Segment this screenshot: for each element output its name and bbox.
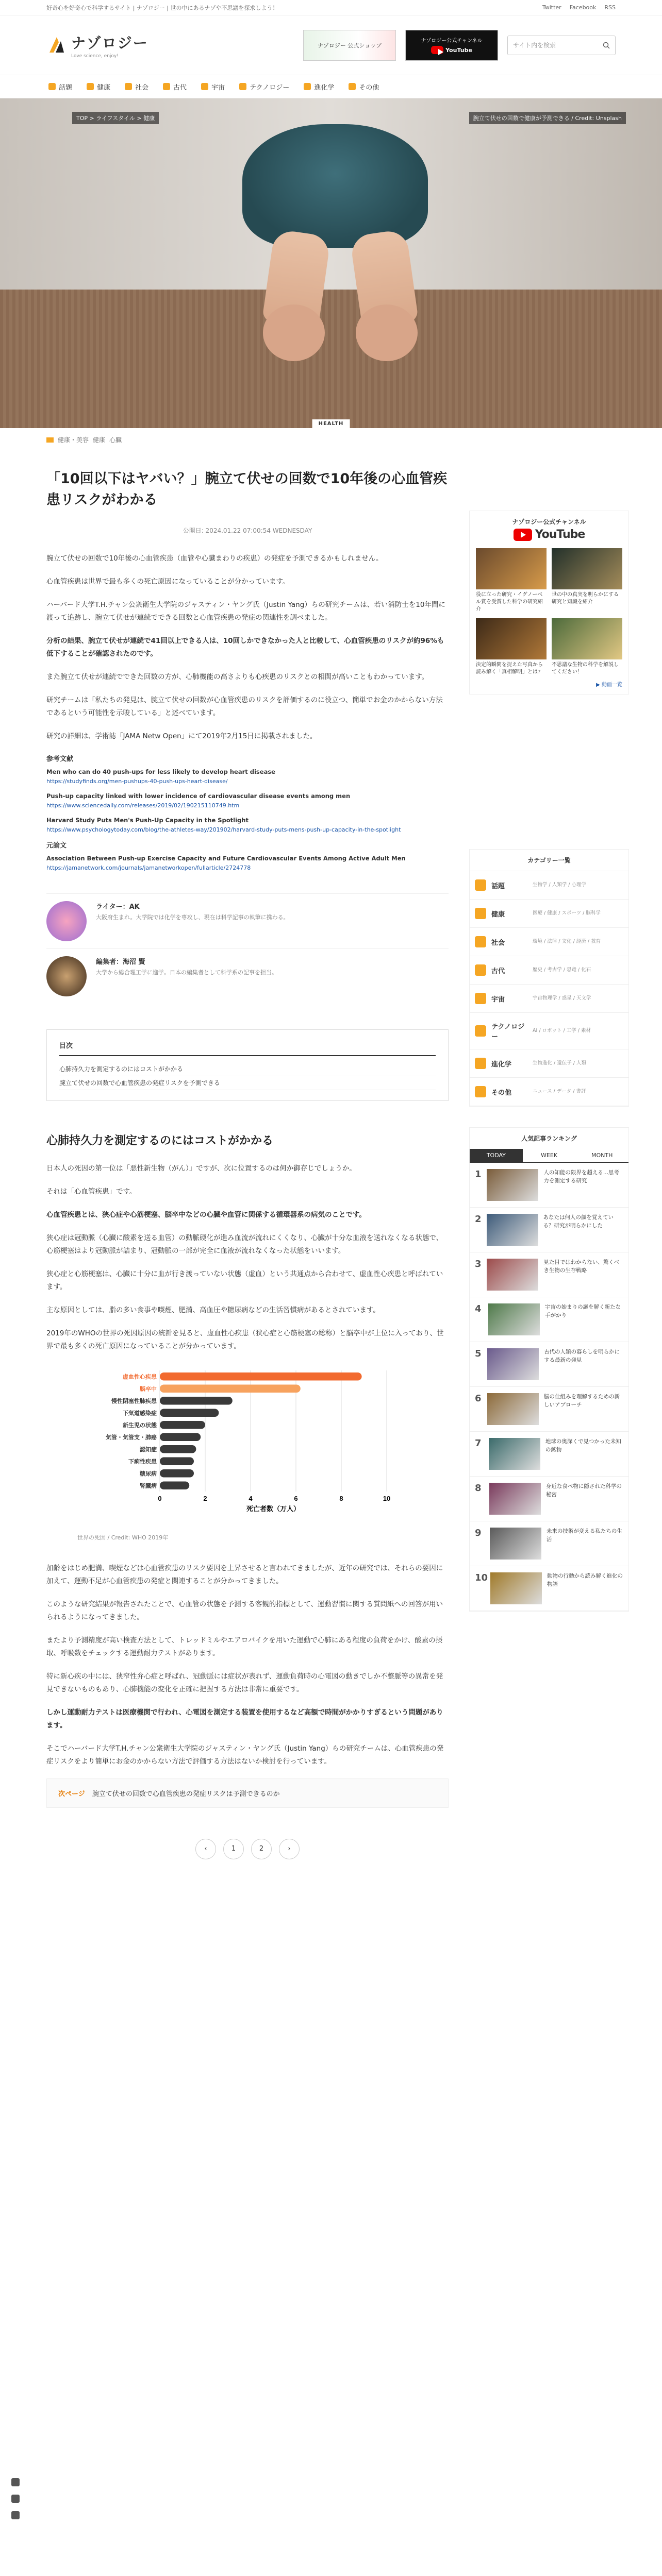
breadcrumb <box>46 428 449 451</box>
ranking-thumbnail <box>487 1259 538 1291</box>
chart-category-label: 認知症 <box>140 1446 157 1453</box>
author-name[interactable]: ライター：AK <box>96 903 140 911</box>
chart-bar <box>160 1421 205 1429</box>
ranking-title-text: 動物の行動から読み解く進化の物語 <box>547 1573 623 1587</box>
youtube-brand: YouTube <box>535 528 585 541</box>
hero-caption-right: 腕立て伏せの回数で健康が予測できる / Credit: Unsplash <box>469 112 626 124</box>
category-row[interactable] <box>470 985 628 1013</box>
category-name: 宇宙 <box>491 995 505 1004</box>
logo-subtitle: Love science, enjoy! <box>71 53 119 59</box>
ranking-thumbnail <box>488 1303 540 1335</box>
video-thumbnail <box>552 618 622 659</box>
author-card <box>46 893 449 948</box>
category-row[interactable] <box>470 1013 628 1049</box>
technology-icon <box>239 83 246 90</box>
ranking-thumbnail <box>487 1214 538 1246</box>
ranking-number: 8 <box>475 1483 482 1494</box>
chart-svg <box>93 1363 402 1528</box>
category-name: 健康 <box>491 910 505 919</box>
section-paragraph: 狭心症と心筋梗塞は、心臓に十分に血が行き渡っていない状態（虚血）という共通点から合わせて、虚血性心疾患と呼ばれています。 <box>46 1270 443 1292</box>
post-paragraph: 加齢をはじめ肥満、喫煙などは心血管疾患のリスク要因を上昇させると言われてきましたが、近年の研究では、それらの要因に加えて、運動不足が心血管疾患の発症と関連することが分かってきました。 <box>46 1564 443 1586</box>
pagination <box>46 1839 449 1859</box>
reference-title: Men who can do 40 push-ups for less likely to develop heart disease <box>46 768 275 775</box>
paper-title: Association Between Push-up Exercise Capacity and Future Cardiovascular Events Among Active Adult Men <box>46 854 406 862</box>
ranking-title-text: あなたは何人の顔を覚えている？研究が明らかにした <box>543 1214 614 1229</box>
post-paragraph: このような研究結果が報告されたことで、心血管の状態を予測する客観的指標として、運動習慣に関する質問紙への回答が用いられるようになってきました。 <box>46 1600 443 1621</box>
ranking-item[interactable] <box>470 1432 628 1477</box>
ranking-title-text: 古代の人類の暮らしを明らかにする最新の発見 <box>543 1349 620 1363</box>
ranking-title-text: 身近な食べ物に隠された科学の秘密 <box>545 1483 622 1498</box>
nav-item-society[interactable] <box>118 75 156 98</box>
chart-x-tick-label: 0 <box>158 1495 162 1503</box>
main-nav <box>0 75 662 98</box>
video-thumbnail <box>476 548 547 589</box>
next-page-link[interactable] <box>46 1778 449 1808</box>
chart-bar <box>160 1409 219 1417</box>
paper-item <box>46 854 449 873</box>
paper-heading: 元論文 <box>46 841 67 850</box>
category-name: その他 <box>491 1089 512 1097</box>
nav-item-topics[interactable] <box>41 75 79 98</box>
youtube-video[interactable] <box>476 618 547 676</box>
ranking-thumbnail <box>487 1393 539 1425</box>
nav-label: テクノロジー <box>250 83 290 92</box>
reference-link[interactable]: https://www.psychologytoday.com/blog/the-athletes-way/201902/harvard-study-puts-mens-push-up-capacity-in-the-spotlight <box>46 826 401 834</box>
ranking-item[interactable] <box>470 1208 628 1252</box>
nav-label: 健康 <box>97 83 111 92</box>
hero-person-foot <box>356 304 418 361</box>
category-name: 話題 <box>491 882 505 890</box>
next-page-button[interactable]: › <box>279 1839 300 1859</box>
section-paragraph: 狭心症は冠動脈（心臓に酸素を送る血管）の動脈硬化が進み血流が流れにくくなり、心臓が十分な血液を送れなくなる状態で、心筋梗塞はより冠動脈が詰まり、冠動脈の一部が完全に血液が流れなくなった状態をいいます。 <box>46 1234 443 1256</box>
section-heading: 心肺持久力を測定するのにはコストがかかる <box>46 1134 274 1148</box>
breadcrumb-item[interactable]: 健康・美容 <box>58 436 89 444</box>
ranking-thumbnail <box>487 1169 538 1201</box>
category-icon <box>475 993 486 1004</box>
reference-link[interactable]: https://studyfinds.org/men-pushups-40-push-ups-heart-disease/ <box>46 778 228 785</box>
youtube-widget-title: ナゾロジー公式チャンネル <box>512 518 586 526</box>
youtube-more-link[interactable]: ▶ 動画一覧 <box>596 682 622 688</box>
ranking-number: 7 <box>475 1438 482 1449</box>
table-of-contents <box>46 1029 449 1101</box>
chart-bar <box>160 1445 196 1453</box>
hero-person-body <box>242 124 428 248</box>
ranking-title: 人気記事ランキング <box>521 1135 577 1142</box>
society-icon <box>125 83 132 90</box>
category-list <box>469 849 629 1107</box>
reference-title: Harvard Study Puts Men's Push-Up Capacity in the Spotlight <box>46 816 249 824</box>
breadcrumb-item[interactable]: 心臓 <box>109 436 122 444</box>
ranking-number: 6 <box>475 1393 482 1404</box>
page-1-button[interactable]: 1 <box>223 1839 244 1859</box>
chart-bar <box>160 1433 201 1442</box>
hero-image <box>0 98 662 428</box>
ranking-number: 3 <box>475 1259 482 1269</box>
ranking-item[interactable] <box>470 1477 628 1521</box>
category-list-title: カテゴリー一覧 <box>470 850 628 871</box>
youtube-banner-top: ナゾロジー公式チャンネル <box>421 38 483 44</box>
reference-link[interactable]: https://www.sciencedaily.com/releases/2019/02/190215110749.htm <box>46 802 240 809</box>
ranking-thumbnail <box>490 1528 541 1560</box>
facebook-link[interactable]: Facebook <box>569 4 597 11</box>
ranking-item[interactable] <box>470 1252 628 1297</box>
ranking-title-text: 地球の奥深くで見つかった未知の鉱物 <box>545 1438 621 1453</box>
chart-caption: 世界の死因 / Credit: WHO 2019年 <box>77 1534 169 1541</box>
nav-label: 古代 <box>173 83 187 92</box>
share-bar <box>11 2478 20 2519</box>
editor-desc: 大学から総合理工学に進学。日本の編集者として科学系の記事を担当。 <box>96 969 277 976</box>
video-thumbnail <box>552 548 622 589</box>
nav-item-technology[interactable] <box>232 75 296 98</box>
chart-bar <box>160 1397 233 1405</box>
health-icon <box>87 83 94 90</box>
section-paragraph: 心血管疾患とは、狭心症や心筋梗塞、脳卒中などの心臓や血管に関係する循環器系の病気のことです。 <box>46 1211 366 1219</box>
twitter-link[interactable]: Twitter <box>542 4 561 11</box>
section-paragraph: 2019年のWHOの世界の死因原因の統計を見ると、虚血性心疾患（狭心症と心筋梗塞の総称）と脳卒中が上位に入っており、世界で最も多くの死亡原因になっていることが分かっています。 <box>46 1329 444 1351</box>
chart-category-label: 下気道感染症 <box>123 1410 157 1417</box>
chart-x-tick-label: 4 <box>249 1495 253 1503</box>
ranking-item[interactable] <box>470 1342 628 1387</box>
ranking-number: 9 <box>475 1528 482 1538</box>
chart-bar <box>160 1469 194 1478</box>
category-row[interactable] <box>470 928 628 956</box>
search-placeholder: サイト内を検索 <box>513 42 556 49</box>
category-name: 進化学 <box>491 1060 512 1069</box>
youtube-video[interactable] <box>476 548 547 613</box>
chart-bar <box>160 1458 194 1466</box>
nav-label: その他 <box>359 83 379 92</box>
author-desc: 大阪府生まれ。大学院では化学を専攻し、現在は科学記事の執筆に携わる。 <box>96 913 289 921</box>
ranking-item[interactable] <box>470 1387 628 1432</box>
search-input[interactable] <box>507 36 616 55</box>
category-name: 社会 <box>491 939 505 947</box>
article-paragraph: 研究の詳細は、学術誌「JAMA Netw Open」にて2019年2月15日に掲載されました。 <box>46 732 317 740</box>
death-cause-chart <box>93 1363 402 1528</box>
nav-label: 話題 <box>59 83 73 92</box>
chart-bar <box>160 1385 301 1393</box>
reference-title: Push-up capacity linked with lower incidence of cardiovascular disease events among men <box>46 792 351 800</box>
chart-category-label: 腎臓病 <box>140 1482 157 1489</box>
rss-link[interactable]: RSS <box>604 4 616 11</box>
category-subtopics: 歴史 / 考古学 / 恐竜 / 化石 <box>533 967 591 973</box>
ranking-title-text: 宇宙の始まりの謎を解く新たな手がかり <box>545 1304 621 1318</box>
logo-text: ナゾロジー <box>71 34 148 52</box>
chart-x-tick-label: 6 <box>294 1495 298 1503</box>
chart-category-label: 気管・気管支・肺癌 <box>106 1434 157 1441</box>
toc-item[interactable]: 腕立て伏せの回数で心血管疾患の発症リスクを予測できる <box>59 1076 436 1090</box>
nav-label: 進化学 <box>314 83 335 92</box>
nav-label: 社会 <box>135 83 149 92</box>
shop-banner-text: ナゾロジー 公式ショップ <box>317 42 382 49</box>
nav-label: 宇宙 <box>211 83 225 92</box>
reference-item <box>46 767 449 786</box>
video-title: 不思議な生物の科学を解説してください！ <box>552 662 619 675</box>
article-paragraph: 心血管疾患は世界で最も多くの死亡原因になっていることが分かっています。 <box>46 577 290 586</box>
section-paragraph: 主な原因としては、脂の多い食事や喫煙、肥満、高血圧や糖尿病などの生活習慣病があるとされています。 <box>46 1306 380 1315</box>
post-paragraph: 特に新心疾の中には、狭窄性弁心症と呼ばれ、冠動脈には症状が表れず、運動負荷時の心電図の動きでしか不整脈等の異常を発見できないものもあり、心肺機能の変化を正確に把握する方法は非常に重要です。 <box>46 1672 443 1693</box>
chart-bar <box>160 1482 189 1490</box>
editor-avatar <box>46 956 87 996</box>
post-paragraph: しかし運動耐力テストは医療機関で行われ、心電図を測定する装置を使用するなど高額で時間がかかりすぎるという問題があります。 <box>46 1708 443 1730</box>
nav-item-health[interactable] <box>79 75 118 98</box>
ranking-tab-month[interactable]: MONTH <box>591 1152 613 1159</box>
category-icon <box>475 908 486 919</box>
reference-item <box>46 791 449 810</box>
ranking-number: 2 <box>475 1214 482 1225</box>
nav-item-other[interactable] <box>341 75 386 98</box>
category-icon <box>475 936 486 947</box>
youtube-banner[interactable] <box>405 30 498 61</box>
category-subtopics: 宇宙物理学 / 惑星 / 天文学 <box>533 995 591 1002</box>
article-paragraph: ハーバード大学T.H.チャン公衆衛生大学院のジャスティン・ヤング氏（Justin Yang）らの研究チームは、若い消防士を10年間に渡って追跡し、腕立て伏せが連続でできる回数と心血管疾患の発症の関連性を調べました。 <box>46 600 445 622</box>
page-2-button[interactable]: 2 <box>251 1839 272 1859</box>
next-page-text: 腕立て伏せの回数で心血管疾患の発症リスクは予測できるのか <box>92 1790 280 1798</box>
prev-page-button[interactable]: ‹ <box>195 1839 216 1859</box>
section-paragraph: 日本人の死因の第一位は「悪性新生物（がん）」ですが、次に位置するのは何か御存じでしょうか。 <box>46 1164 356 1173</box>
video-title: 世の中の真実を明らかにする研究と知識を紹介 <box>552 592 619 605</box>
hero-person-foot <box>263 304 325 361</box>
category-icon <box>475 1058 486 1069</box>
article-paragraph: 研究チームは「私たちの発見は、腕立て伏せの回数が心血管疾患のリスクを評価するのに役立つ、簡単でお金のかからない方法であるという可能性を示唆している」と述べています。 <box>46 696 443 717</box>
ranking-title-text: 見た目ではわからない、驚くべき生物の生存戦略 <box>543 1259 620 1274</box>
ranking-thumbnail <box>487 1348 539 1380</box>
breadcrumb-item[interactable]: 健康 <box>93 436 106 444</box>
nav-item-ancient[interactable] <box>156 75 194 98</box>
ranking-title-text: 脳の仕組みを理解するための新しいアプローチ <box>543 1394 620 1408</box>
site-tagline: 好奇心を好奇心で科学するサイト | ナゾロジー | 世の中にあるナゾや不思議を探求しよう！ <box>46 4 278 11</box>
category-icon <box>475 1086 486 1097</box>
chart-category-label: 虚血性心疾患 <box>123 1373 157 1380</box>
paper-link[interactable]: https://jamanetwork.com/journals/jamanetworkopen/fullarticle/2724778 <box>46 865 251 872</box>
chart-x-tick-label: 8 <box>339 1495 343 1503</box>
category-name: 古代 <box>491 967 505 975</box>
author-avatar <box>46 901 87 941</box>
ranking-item[interactable] <box>470 1521 628 1566</box>
toc-item[interactable]: 心肺持久力を測定するのにはコストがかかる <box>59 1062 436 1076</box>
category-row[interactable] <box>470 1049 628 1078</box>
hero-caption-left: TOP > ライフスタイル > 健康 <box>72 112 159 124</box>
article-paragraph: また腕立て伏せが連続でできた回数の方が、心肺機能の高さよりも心疾患のリスクとの相関が高いこともわかっています。 <box>46 672 429 681</box>
chart-x-tick-label: 10 <box>383 1495 391 1503</box>
category-icon <box>475 879 486 891</box>
youtube-widget <box>469 511 629 694</box>
article-paragraph: 腕立て伏せの回数で10年後の心血管疾患（血管や心臓まわりの疾患）の発症を予測できるかもしれません。 <box>46 554 383 563</box>
category-icon <box>475 1025 486 1037</box>
youtube-video[interactable] <box>552 548 622 613</box>
ranking-item[interactable] <box>470 1163 628 1208</box>
category-subtopics: AI / ロボット / 工学 / 素材 <box>533 1028 591 1034</box>
video-thumbnail <box>476 618 547 659</box>
article-paragraph: 分析の結果、腕立て伏せが連続で41回以上できる人は、10回しかできなかった人と比較して、心血管疾患のリスクが約96%も低下することが確認されたのです。 <box>46 636 444 658</box>
section-paragraph: それは「心血管疾患」です。 <box>46 1188 137 1196</box>
topics-icon <box>48 83 56 90</box>
category-name: テクノロジー <box>491 1023 525 1041</box>
nav-item-space[interactable] <box>194 75 232 98</box>
youtube-banner-brand: YouTube <box>445 46 472 54</box>
logo-mark-icon <box>46 35 67 56</box>
chart-category-label: 下痢性疾患 <box>128 1458 157 1465</box>
chart-x-axis-label: 死亡者数（万人） <box>246 1505 301 1514</box>
chart-category-label: 新生児の状態 <box>123 1421 157 1429</box>
editor-card <box>46 948 449 1004</box>
twitter-share-icon[interactable] <box>11 2478 20 2486</box>
nav-item-evolution[interactable] <box>296 75 341 98</box>
category-subtopics: 医療 / 健康 / スポーツ / 脳科学 <box>533 910 601 917</box>
category-icon <box>475 964 486 976</box>
ranking-thumbnail <box>489 1483 541 1515</box>
chart-category-label: 慢性閉塞性肺疾患 <box>111 1397 157 1404</box>
chart-category-label: 脳卒中 <box>140 1385 157 1393</box>
ranking-number: 5 <box>475 1348 482 1359</box>
ranking-thumbnail <box>490 1572 542 1604</box>
next-page-label: 次ページ <box>58 1790 85 1798</box>
category-row[interactable] <box>470 871 628 900</box>
category-subtopics: 環境 / 法律 / 文化 / 経済 / 教育 <box>533 939 601 945</box>
ranking-number: 10 <box>475 1572 488 1583</box>
hero-floor <box>0 290 662 428</box>
video-title: 決定的瞬間を捉えた写真から読み解く「真相解明」とは? <box>476 662 543 675</box>
chart-category-label: 糖尿病 <box>140 1470 157 1477</box>
category-subtopics: ニュース / データ / 書評 <box>533 1089 586 1095</box>
category-row[interactable] <box>470 956 628 985</box>
article-main <box>46 428 449 1880</box>
top-bar <box>0 0 662 15</box>
ranking-tab-today[interactable]: TODAY <box>470 1149 523 1162</box>
chart-bar <box>160 1372 362 1381</box>
evolution-icon <box>304 83 311 90</box>
youtube-icon <box>514 529 532 541</box>
site-logo[interactable] <box>46 32 148 59</box>
chart-x-tick-label: 2 <box>203 1495 207 1503</box>
folder-icon <box>46 437 54 443</box>
video-title: 役に立った研究・イグノーベル賞を受賞した科学の研究紹介 <box>476 592 543 612</box>
category-row[interactable] <box>470 900 628 928</box>
ranking-item[interactable] <box>470 1297 628 1342</box>
ranking-widget <box>469 1127 629 1612</box>
post-paragraph: またより予測精度が高い検査方法として、トレッドミルやエアロバイクを用いた運動で心肺にある程度の負荷をかけ、酸素の摂取、呼吸数をチェックする運動耐力テストがあります。 <box>46 1636 443 1657</box>
youtube-icon <box>431 46 443 54</box>
ranking-item[interactable] <box>470 1566 628 1611</box>
category-row[interactable] <box>470 1078 628 1106</box>
ranking-number: 4 <box>475 1303 482 1314</box>
references-heading: 参考文献 <box>46 755 74 763</box>
other-icon <box>349 83 356 90</box>
sidebar <box>469 428 629 1880</box>
shop-banner[interactable] <box>303 30 396 61</box>
ancient-icon <box>163 83 170 90</box>
post-paragraph: そこでハーバード大学T.H.チャン公衆衛生大学院のジャスティン・ヤング氏（Justin Yang）らの研究チームは、心血管疾患の発症リスクをより簡単にお金のかからない方法で評価する方法はないか検討を行っています。 <box>46 1744 444 1766</box>
ranking-number: 1 <box>475 1169 482 1180</box>
article-meta: 公開日: 2024.01.22 07:00:54 WEDNESDAY <box>183 527 312 534</box>
hero-tag: HEALTH <box>312 419 350 428</box>
ranking-title-text: 未来の技術が変える私たちの生活 <box>546 1528 622 1543</box>
search-icon[interactable] <box>603 42 610 49</box>
editor-name[interactable]: 編集者：海沼 賢 <box>96 958 145 966</box>
ranking-tab-week[interactable]: WEEK <box>541 1152 557 1159</box>
youtube-video[interactable] <box>552 618 622 676</box>
reference-item <box>46 816 449 835</box>
site-header <box>0 15 662 75</box>
facebook-share-icon[interactable] <box>11 2495 20 2503</box>
ranking-title-text: 人の知能の限界を超える...思考力を測定する研究 <box>543 1170 619 1184</box>
article-title: 「10回以下はヤバい？」腕立て伏せの回数で10年後の心血管疾患リスクがわかる <box>46 471 448 508</box>
category-subtopics: 生物学 / 人類学 / 心理学 <box>533 882 586 888</box>
toc-heading: 目次 <box>59 1040 436 1056</box>
category-subtopics: 生物進化 / 遺伝子 / 人類 <box>533 1060 586 1066</box>
link-share-icon[interactable] <box>11 2511 20 2519</box>
ranking-thumbnail <box>489 1438 540 1470</box>
space-icon <box>201 83 208 90</box>
